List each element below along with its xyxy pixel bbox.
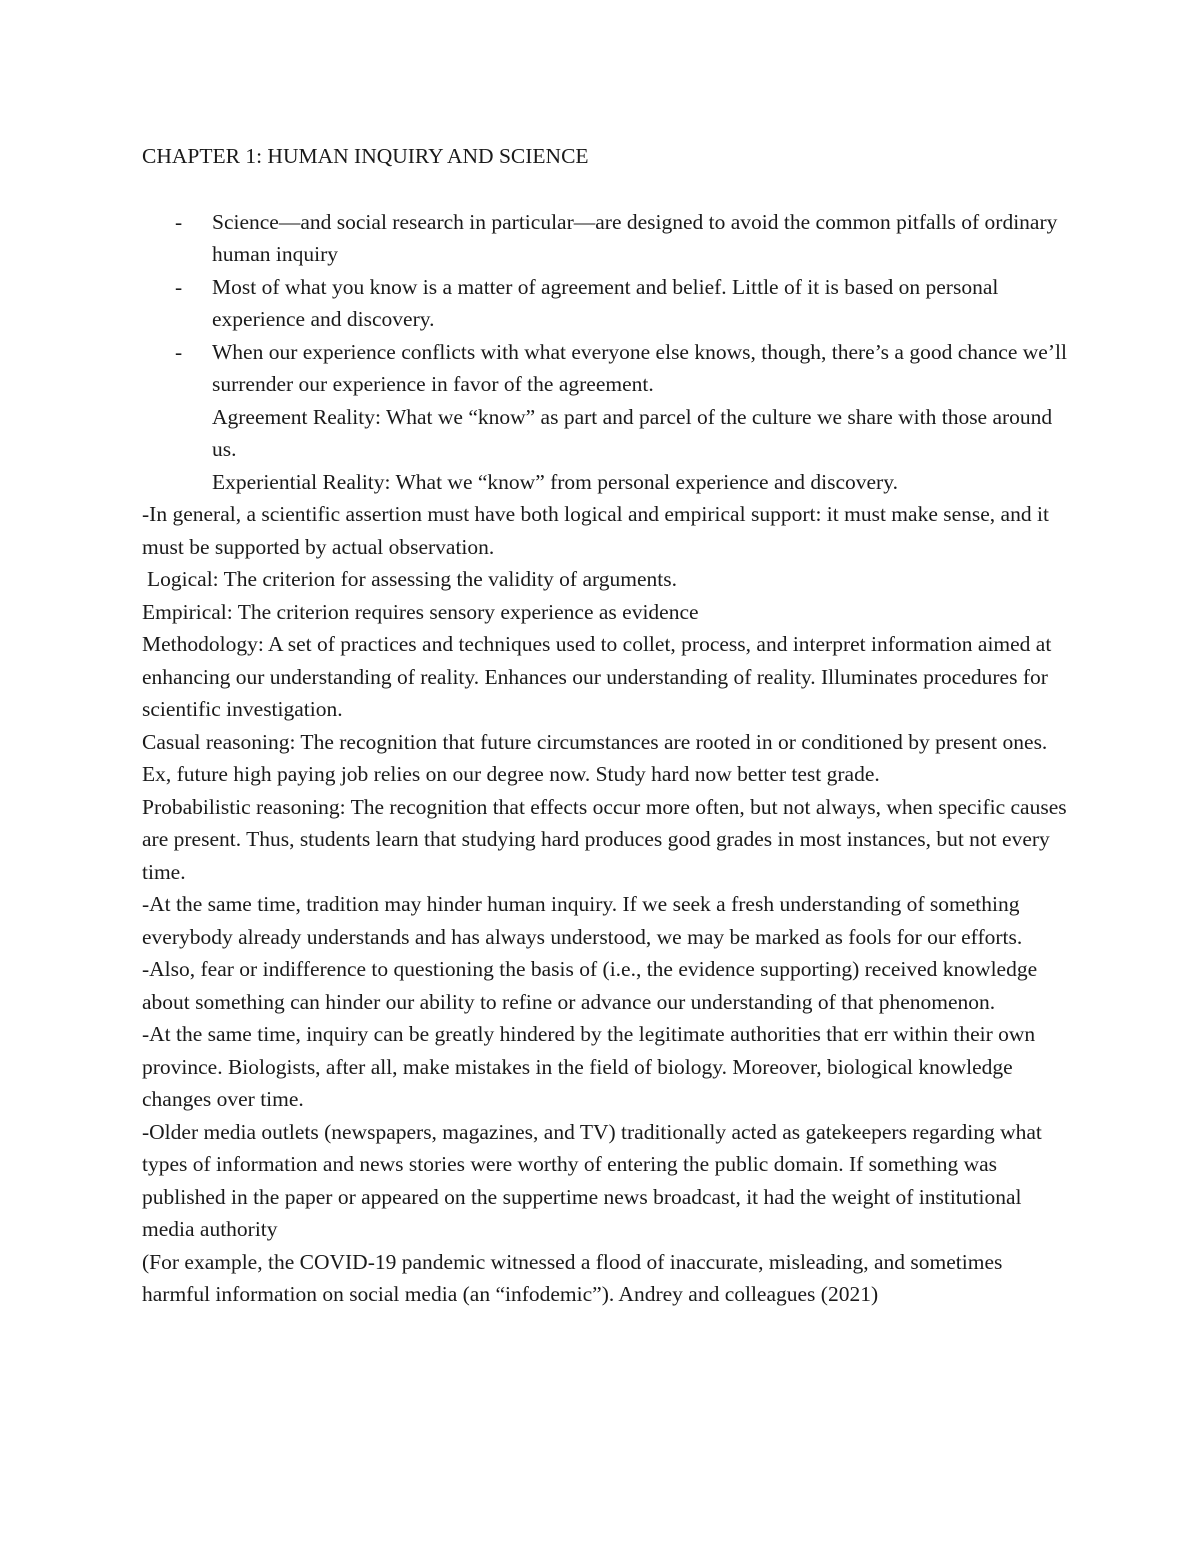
definition-agreement-reality: Agreement Reality: What we “know” as part and parcel of the culture we share with those around us. — [212, 404, 1053, 461]
dash-marker: - — [175, 339, 183, 364]
paragraph-scientific-assertion: -In general, a scientific assertion must have both logical and empirical support: it must make sense, and it must be supported by actual observation. — [142, 502, 1049, 559]
definition-empirical: Empirical: The criterion requires sensory experience as evidence — [142, 599, 699, 624]
bullet-item — [142, 206, 1072, 271]
dash-marker: - — [175, 209, 183, 234]
bullet-text: Most of what you know is a matter of agreement and belief. Little of it is based on personal experience and discovery. — [212, 274, 999, 331]
bullet-item — [142, 336, 1072, 401]
paragraph-covid-example: (For example, the COVID-19 pandemic witnessed a flood of inaccurate, misleading, and sometimes harmful information on social media (an “infodemic”). Andrey and colleagues (2021) — [142, 1249, 1003, 1306]
bullet-list — [142, 206, 1072, 401]
chapter-title: CHAPTER 1: HUMAN INQUIRY AND SCIENCE — [142, 144, 589, 168]
definition-experiential-reality: Experiential Reality: What we “know” from personal experience and discovery. — [212, 469, 898, 494]
bullet-text: When our experience conflicts with what everyone else knows, though, there’s a good chance we’ll surrender our experience in favor of the agreement. — [212, 339, 1067, 396]
dash-marker: - — [175, 274, 183, 299]
bullet-item — [142, 271, 1072, 336]
definition-logical: Logical: The criterion for assessing the validity of arguments. — [147, 567, 678, 591]
definition-probabilistic-reasoning: Probabilistic reasoning: The recognition that effects occur more often, but not always, when specific causes are present. Thus, students learn that studying hard produces good grades in most instances, but not every time. — [142, 794, 1067, 884]
paragraph-authority: -At the same time, inquiry can be greatly hindered by the legitimate authorities that err within their own province. Biologists, after all, make mistakes in the field of biology. Moreover, biological knowledge changes over time. — [142, 1022, 1036, 1111]
paragraph-media-outlets: -Older media outlets (newspapers, magazines, and TV) traditionally acted as gatekeepers regarding what types of information and news stories were worthy of entering the public domain. If something was published in the paper or appeared on the suppertime news broadcast, it had the weight of institutional media authority — [142, 1119, 1042, 1241]
paragraph-tradition: -At the same time, tradition may hinder human inquiry. If we seek a fresh understanding of something everybody already understands and has always understood, we may be marked as fools for our efforts. — [142, 892, 1023, 949]
definition-methodology: Methodology: A set of practices and techniques used to collet, process, and interpret information aimed at enhancing our understanding of reality. Enhances our understanding of reality. Illuminates procedures for scientific investigation. — [142, 632, 1052, 721]
definition-casual-reasoning: Casual reasoning: The recognition that future circumstances are rooted in or conditioned by present ones. Ex, future high paying job relies on our degree now. Study hard now better test grade. — [142, 729, 1048, 786]
paragraph-fear-indifference: -Also, fear or indifference to questioning the basis of (i.e., the evidence supporting) received knowledge about something can hinder our ability to refine or advance our understanding of that phenomenon. — [142, 957, 1038, 1014]
bullet-text: Science—and social research in particular—are designed to avoid the common pitfalls of ordinary human inquiry — [212, 209, 1058, 266]
document-body — [142, 140, 1072, 1311]
